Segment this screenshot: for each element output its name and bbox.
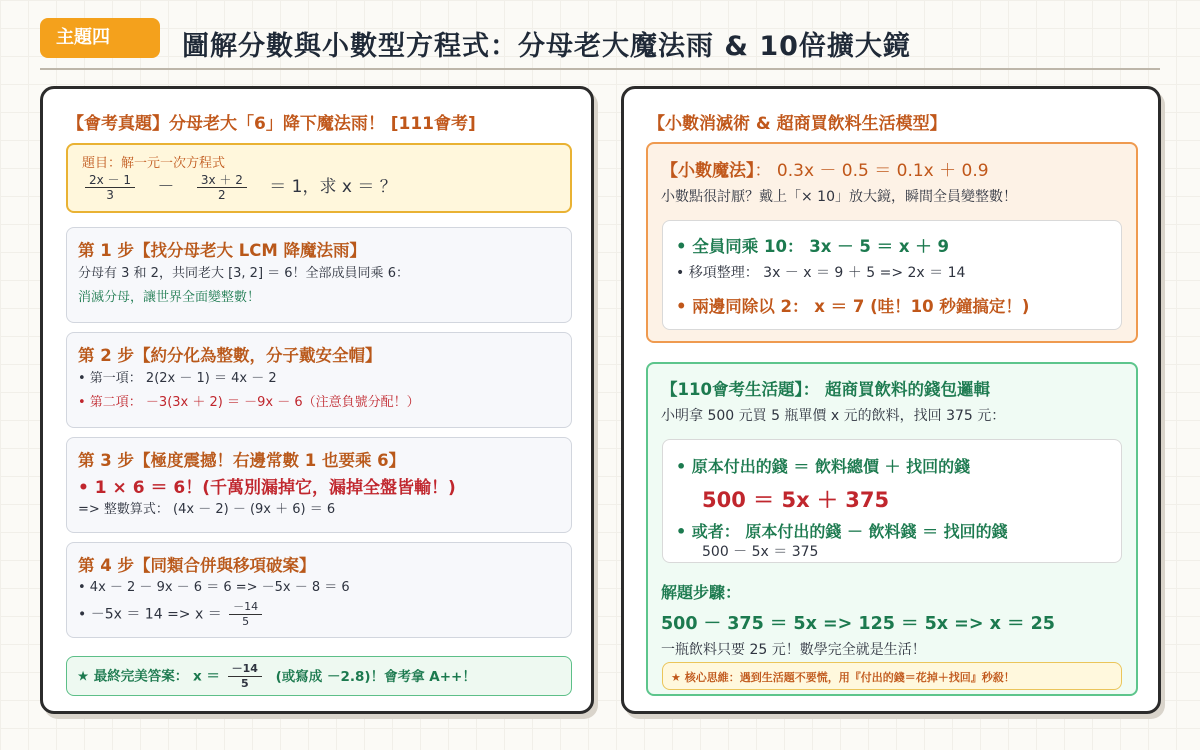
right-heading: 【小數消滅術 & 超商買飲料生活模型】	[648, 114, 947, 134]
problem-equation	[82, 172, 397, 202]
life-equation-2: 500 － 5x ＝ 375	[702, 544, 819, 560]
step-4-line-1: • 4x － 2 － 9x － 6 ＝ 6 => －5x － 8 ＝ 6	[78, 580, 350, 595]
core-tip: ★ 核心思維：遇到生活題不要慌，用『付出的錢＝花掉＋找回』秒殺！	[671, 671, 1015, 684]
life-problem-card	[646, 362, 1138, 696]
topic-tag: 主題四	[40, 18, 160, 58]
fraction-2-numerator: 3x ＋ 2	[197, 173, 247, 188]
step-3-card	[66, 437, 572, 533]
decimal-title-label: 【小數魔法】	[661, 161, 755, 181]
step-2-card	[66, 332, 572, 428]
life-conclusion: 一瓶飲料只要 25 元！數學完全就是生活！	[661, 642, 926, 658]
decimal-title-equation: ： 0.3x － 0.5 ＝ 0.1x ＋ 0.9	[754, 161, 989, 181]
final-answer	[77, 662, 476, 691]
decimal-step-2: • 移項整理： 3x － x ＝ 9 ＋ 5 => 2x ＝ 14	[676, 265, 966, 281]
title-divider	[40, 68, 1160, 70]
decimal-desc: 小數點很討厭？戴上「× 10」放大鏡，瞬間全員變整數！	[661, 189, 1017, 205]
decimal-title	[661, 156, 989, 181]
step-1-card	[66, 227, 572, 323]
step-2-line-1: • 第一項： 2(2x － 1) ＝ 4x － 2	[78, 371, 277, 386]
final-answer-suffix: (或寫成 －2.8)！會考拿 A++！	[275, 668, 476, 685]
life-equation-1: 500 ＝ 5x ＋ 375	[702, 488, 890, 512]
step-3-line-2: => 整數算式： (4x － 2) － (9x ＋ 6) ＝ 6	[78, 502, 336, 517]
fraction-1	[85, 173, 135, 202]
decimal-magic-card	[646, 142, 1138, 343]
problem-rest: ＝ 1，求 x ＝ ？	[269, 177, 397, 197]
final-fraction-denominator: 5	[240, 677, 249, 690]
life-title-label: 【110會考生活題】	[661, 380, 803, 399]
left-heading: 【會考真題】分母老大「6」降下魔法雨！ [111會考]	[67, 114, 476, 134]
step-1-title: 第 1 步【找分母老大 LCM 降魔法雨】	[78, 241, 367, 260]
step-2-title: 第 2 步【約分化為整數，分子戴安全帽】	[78, 346, 382, 365]
step-4-fraction-numerator: －14	[229, 600, 262, 615]
step-4-fraction-denominator: 5	[242, 615, 250, 628]
final-answer-fraction	[228, 662, 262, 691]
step-1-line-2: 消滅分母，讓世界全面變整數！	[78, 290, 261, 305]
step-3-title: 第 3 步【極度震撼！右邊常數 1 也要乘 6】	[78, 451, 406, 470]
fraction-1-denominator: 3	[106, 187, 114, 202]
core-tip-box	[662, 662, 1122, 690]
steps-equation: 500 － 375 ＝ 5x => 125 ＝ 5x => x ＝ 25	[661, 614, 1055, 634]
step-2-line-2: • 第二項： －3(3x ＋ 2) ＝ －9x － 6（注意負號分配！）	[78, 395, 420, 410]
left-panel	[40, 86, 594, 714]
fraction-2-denominator: 2	[218, 187, 226, 202]
minus-sign: －	[157, 177, 175, 197]
page-title: 圖解分數與小數型方程式：分母老大魔法雨 & 10倍擴大鏡	[182, 31, 911, 62]
step-3-line-1: • 1 × 6 ＝ 6！(千萬別漏掉它，漏掉全盤皆輸！)	[78, 478, 456, 498]
life-desc: 小明拿 500 元買 5 瓶單價 x 元的飲料，找回 375 元：	[661, 408, 1006, 424]
step-4-title: 第 4 步【同類合併與移項破案】	[78, 556, 316, 575]
decimal-step-3: • 兩邊同除以 2： x ＝ 7 (哇！10 秒鐘搞定！)	[676, 297, 1030, 316]
step-4-line-2	[78, 600, 265, 629]
decimal-step-1: • 全員同乘 10： 3x － 5 ＝ x ＋ 9	[676, 237, 949, 256]
decimal-steps-box	[662, 220, 1122, 330]
life-title	[661, 376, 990, 400]
final-answer-prefix: ★ 最終完美答案： x ＝	[77, 668, 220, 685]
life-title-text: ： 超商買飲料的錢包邏輯	[802, 380, 990, 399]
fraction-1-numerator: 2x － 1	[85, 173, 135, 188]
life-equations-box	[662, 439, 1122, 563]
life-relation-2: • 或者： 原本付出的錢 － 飲料錢 ＝ 找回的錢	[676, 522, 1008, 541]
step-4-line-2-text: • －5x ＝ 14 => x ＝	[78, 606, 222, 623]
step-4-card	[66, 542, 572, 638]
fraction-2	[197, 173, 247, 202]
problem-box	[66, 143, 572, 213]
step-1-line-1: 分母有 3 和 2，共同老大 [3, 2] ＝ 6！全部成員同乘 6：	[78, 266, 409, 281]
step-4-fraction	[229, 600, 262, 629]
final-answer-box	[66, 656, 572, 696]
problem-label: 題目：解一元一次方程式	[82, 156, 226, 171]
right-panel	[621, 86, 1161, 714]
steps-title: 解題步驟：	[661, 583, 742, 602]
life-relation-1: • 原本付出的錢 ＝ 飲料總價 ＋ 找回的錢	[676, 457, 971, 476]
final-fraction-numerator: －14	[228, 662, 262, 677]
